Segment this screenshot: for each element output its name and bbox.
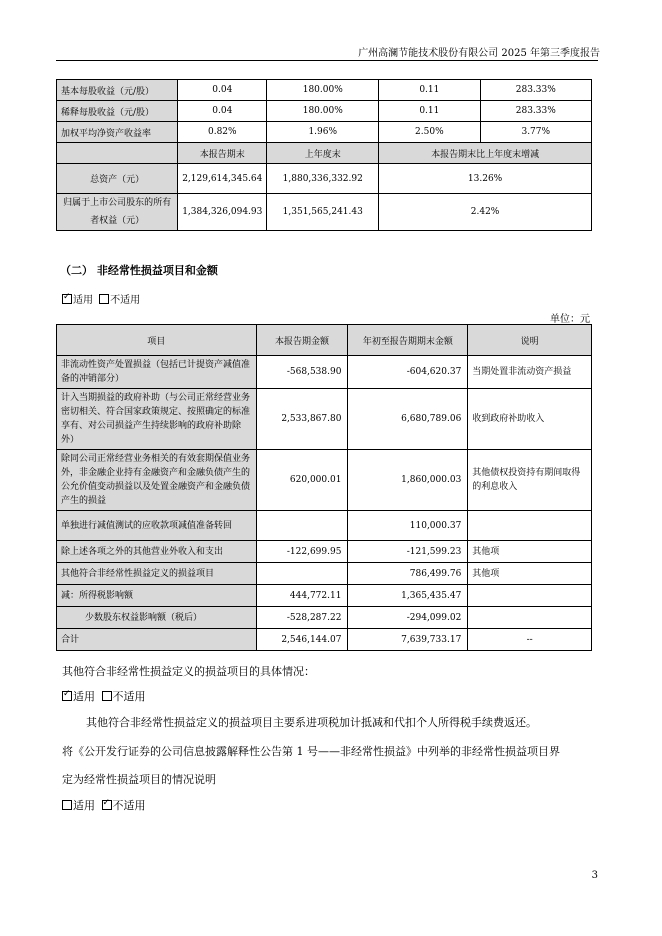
row-label: 基本每股收益（元/股）	[57, 80, 178, 101]
item-cell: 除同公司正常经营业务相关的有效套期保值业务外，非金融企业持有金融资产和金融负债产生的公允价值变动损益以及处置金融资产和金融负债产生的损益	[57, 450, 257, 511]
note-cell	[468, 585, 592, 607]
amount-cell: -294,099.02	[348, 607, 468, 629]
amount-cell: 2,533,867.80	[256, 389, 348, 450]
cell: 2,129,614,345.64	[178, 164, 267, 194]
note-cell: 收到政府补助收入	[468, 389, 592, 450]
cell: 0.82%	[178, 122, 267, 143]
unchecked-box-icon	[99, 294, 109, 304]
table-row	[57, 356, 592, 389]
applicability-line	[62, 797, 146, 813]
amount-cell	[256, 511, 348, 541]
item-cell: 少数股东权益影响额（税后）	[57, 607, 257, 629]
empty-header-cell	[57, 143, 178, 164]
item-cell: 除上述各项之外的其他营业外收入和支出	[57, 541, 257, 563]
row-label: 总资产（元）	[57, 164, 178, 194]
cell: 180.00%	[267, 101, 379, 122]
table-row	[57, 607, 592, 629]
amount-cell: 110,000.37	[348, 511, 468, 541]
table-row	[57, 164, 592, 194]
table-row	[57, 511, 592, 541]
column-header: 年初至报告期期末金额	[348, 325, 468, 356]
applicability-line	[62, 291, 140, 306]
note-cell	[468, 607, 592, 629]
unchecked-box-icon	[62, 800, 72, 810]
note-cell: --	[468, 629, 592, 651]
table-row	[57, 194, 592, 231]
item-cell: 减：所得税影响额	[57, 585, 257, 607]
cell: 1,384,326,094.93	[178, 194, 267, 231]
note-cell	[468, 511, 592, 541]
cell: 0.11	[379, 101, 480, 122]
note-cell: 其他项	[468, 541, 592, 563]
table-row	[57, 585, 592, 607]
column-header: 上年度末	[267, 143, 379, 164]
cell: 2.50%	[379, 122, 480, 143]
cell: 0.04	[178, 80, 267, 101]
paragraph: 将《公开发行证券的公司信息披露解释性公告第 1 号——非经常性损益》中列举的非经常性损益项目界	[62, 745, 560, 758]
item-cell: 合计	[57, 629, 257, 651]
paragraph: 其他符合非经常性损益定义的损益项目主要系进项税加计抵减和代扣个人所得税手续费返还。	[86, 716, 537, 729]
not-applicable-label: 不适用	[112, 690, 146, 703]
item-cell: 非流动性资产处置损益（包括已计提资产减值准备的冲销部分）	[57, 356, 257, 389]
column-header: 本报告期末比上年度末增减	[379, 143, 592, 164]
amount-cell: 2,546,144.07	[256, 629, 348, 651]
cell: 1.96%	[267, 122, 379, 143]
unit-label: 单位：元	[550, 314, 590, 325]
amount-cell: -528,287.22	[256, 607, 348, 629]
checked-box-icon	[62, 294, 72, 304]
column-header: 项目	[57, 325, 257, 356]
amount-cell: -604,620.37	[348, 356, 468, 389]
applicable-label: 适用	[73, 690, 95, 703]
table-row	[57, 629, 592, 651]
checked-box-icon	[102, 800, 112, 810]
applicability-line	[62, 688, 146, 704]
note-cell: 当期处置非流动资产损益	[468, 356, 592, 389]
checked-box-icon	[62, 691, 72, 701]
amount-cell	[256, 563, 348, 585]
table-row	[57, 541, 592, 563]
amount-cell: -121,599.23	[348, 541, 468, 563]
cell: 180.00%	[267, 80, 379, 101]
row-label: 稀释每股收益（元/股）	[57, 101, 178, 122]
amount-cell: 1,365,435.47	[348, 585, 468, 607]
table-row	[57, 563, 592, 585]
amount-cell: -122,699.95	[256, 541, 348, 563]
table-header-row	[57, 143, 592, 164]
table-header-row	[57, 325, 592, 356]
amount-cell: 786,499.76	[348, 563, 468, 585]
column-header: 本报告期末	[178, 143, 267, 164]
cell: 13.26%	[379, 164, 592, 194]
applicable-label: 适用	[73, 799, 95, 812]
cell: 283.33%	[480, 101, 591, 122]
not-applicable-label: 不适用	[110, 295, 141, 306]
amount-cell: 444,772.11	[256, 585, 348, 607]
paragraph: 其他符合非经常性损益定义的损益项目的具体情况：	[62, 665, 315, 678]
non-recurring-items-table	[56, 324, 592, 651]
applicable-label: 适用	[73, 295, 93, 306]
unchecked-box-icon	[102, 691, 112, 701]
note-cell: 其他债权投资持有期间取得的利息收入	[468, 450, 592, 511]
table-row	[57, 389, 592, 450]
table-row	[57, 122, 592, 143]
row-label: 归属于上市公司股东的所有者权益（元）	[57, 194, 178, 231]
table-row	[57, 101, 592, 122]
table-row	[57, 450, 592, 511]
page-number: 3	[591, 870, 598, 881]
section-title: （二） 非经常性损益项目和金额	[60, 264, 218, 277]
row-label: 加权平均净资产收益率	[57, 122, 178, 143]
amount-cell: 7,639,733.17	[348, 629, 468, 651]
cell: 2.42%	[379, 194, 592, 231]
cell: 0.11	[379, 80, 480, 101]
page-header: 广州高澜节能技术股份有限公司 2025 年第三季度报告	[358, 48, 600, 59]
amount-cell: 6,680,789.06	[348, 389, 468, 450]
column-header: 本报告期金额	[256, 325, 348, 356]
cell: 283.33%	[480, 80, 591, 101]
cell: 1,351,565,241.43	[267, 194, 379, 231]
amount-cell: 620,000.01	[256, 450, 348, 511]
table-row	[57, 80, 592, 101]
not-applicable-label: 不适用	[112, 799, 146, 812]
cell: 3.77%	[480, 122, 591, 143]
amount-cell: 1,860,000.03	[348, 450, 468, 511]
item-cell: 单独进行减值测试的应收款项减值准备转回	[57, 511, 257, 541]
cell: 0.04	[178, 101, 267, 122]
amount-cell: -568,538.90	[256, 356, 348, 389]
financial-indicators-table	[56, 79, 592, 231]
column-header: 说明	[468, 325, 592, 356]
paragraph: 定为经常性损益项目的情况说明	[62, 773, 216, 786]
item-cell: 计入当期损益的政府补助（与公司正常经营业务密切相关、符合国家政策规定、按照确定的标准享有、对公司损益产生持续影响的政府补助除外）	[57, 389, 257, 450]
cell: 1,880,336,332.92	[267, 164, 379, 194]
note-cell: 其他项	[468, 563, 592, 585]
header-rule	[56, 60, 598, 61]
item-cell: 其他符合非经常性损益定义的损益项目	[57, 563, 257, 585]
